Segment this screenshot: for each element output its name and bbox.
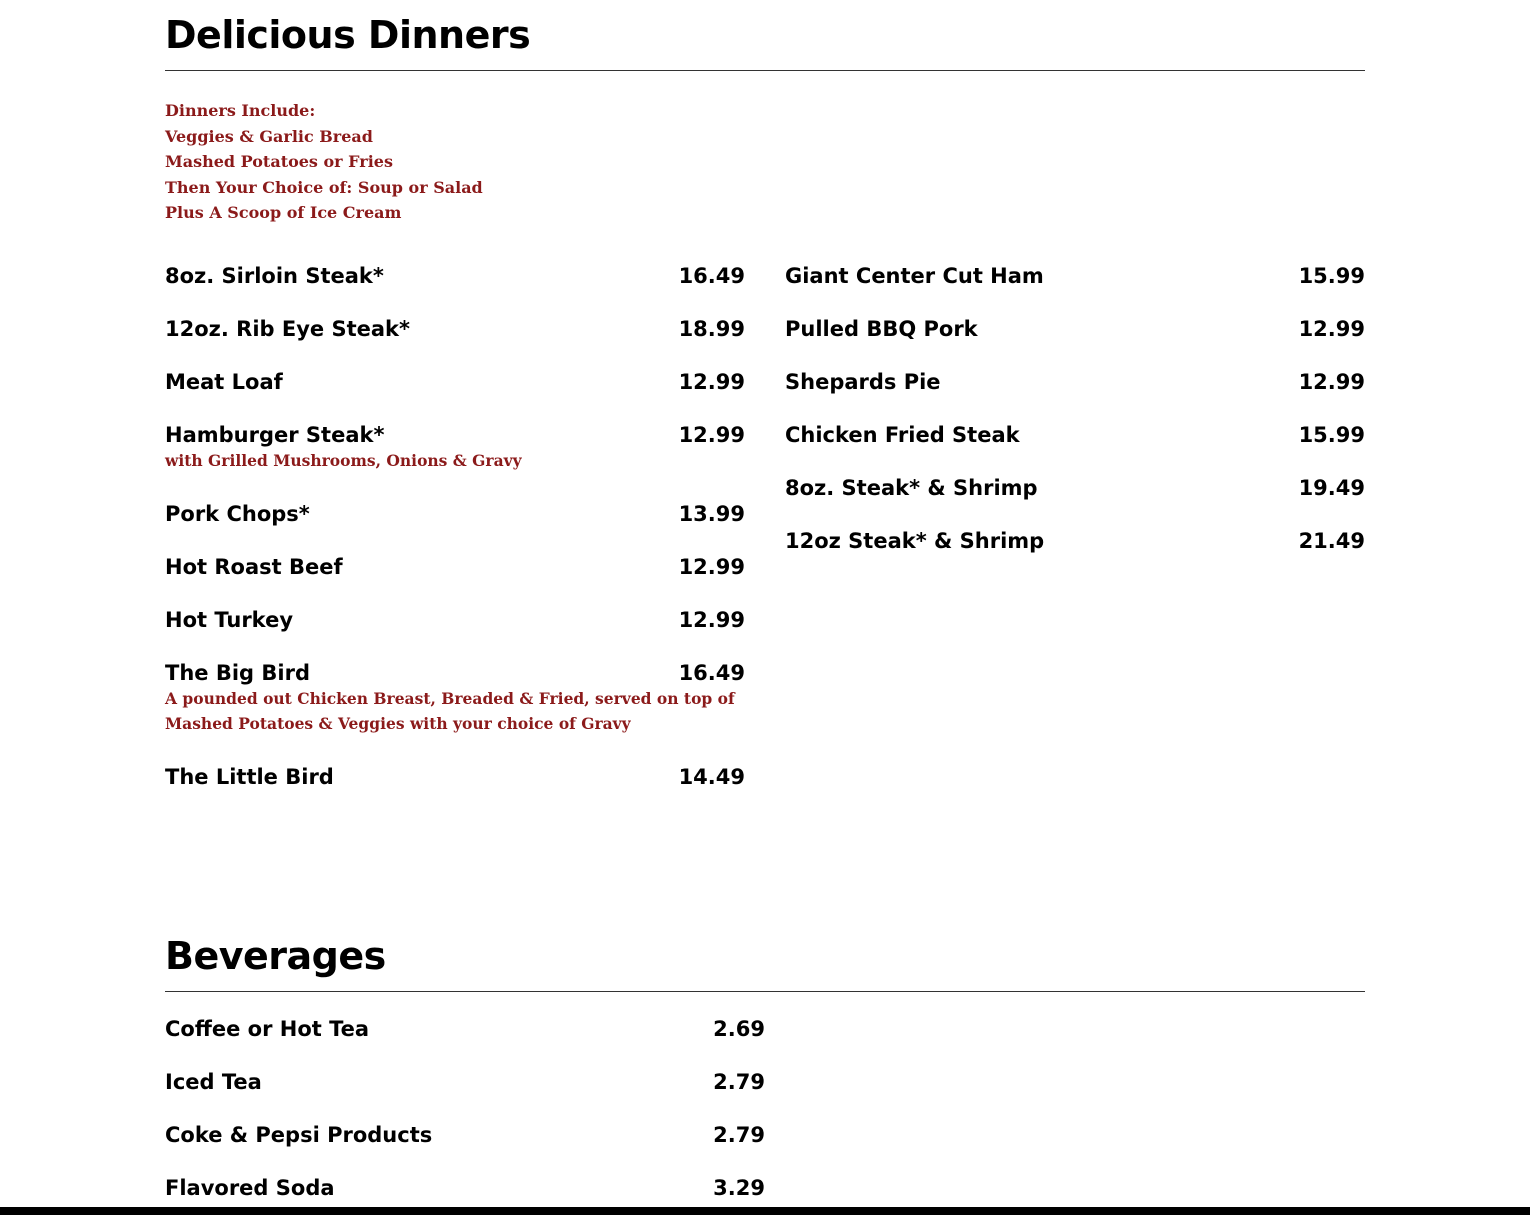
item-name: 8oz. Steak* & Shrimp: [785, 476, 1038, 500]
item-description: Mashed Potatoes & Veggies with your choice of Gravy: [165, 714, 631, 733]
beverages-title: Beverages: [165, 934, 386, 978]
includes-line: Plus A Scoop of Ice Cream: [165, 203, 402, 223]
item-name: Pulled BBQ Pork: [785, 317, 978, 341]
menu-item: [165, 1067, 765, 1097]
item-name: The Big Bird: [165, 661, 310, 685]
menu-item: [165, 1014, 765, 1044]
item-price: 16.49: [678, 661, 745, 685]
menu-item: [165, 499, 745, 529]
menu-item: [165, 314, 745, 344]
item-price: 21.49: [1298, 529, 1365, 553]
menu-item: [785, 420, 1365, 450]
item-name: The Little Bird: [165, 765, 334, 789]
item-price: 14.49: [678, 765, 745, 789]
item-price: 12.99: [678, 423, 745, 447]
item-price: 18.99: [678, 317, 745, 341]
item-price: 3.29: [713, 1176, 765, 1200]
beverages-divider: [165, 991, 1365, 992]
includes-line: Mashed Potatoes or Fries: [165, 152, 393, 172]
item-name: Pork Chops*: [165, 502, 310, 526]
menu-item: [785, 473, 1365, 503]
item-price: 12.99: [1298, 317, 1365, 341]
item-name: Giant Center Cut Ham: [785, 264, 1044, 288]
includes-line: Veggies & Garlic Bread: [165, 126, 373, 146]
item-price: 19.49: [1298, 476, 1365, 500]
item-name: Hamburger Steak*: [165, 423, 385, 447]
menu-item: [785, 314, 1365, 344]
menu-item: [165, 605, 745, 635]
item-price: 16.49: [678, 264, 745, 288]
item-name: Meat Loaf: [165, 370, 283, 394]
item-price: 12.99: [678, 370, 745, 394]
menu-item: [165, 367, 745, 397]
item-price: 15.99: [1298, 264, 1365, 288]
item-price: 15.99: [1298, 423, 1365, 447]
item-price: 12.99: [1298, 370, 1365, 394]
menu-item: [785, 261, 1365, 291]
menu-item: [165, 762, 745, 792]
item-description: with Grilled Mushrooms, Onions & Gravy: [165, 451, 522, 470]
item-name: Chicken Fried Steak: [785, 423, 1020, 447]
item-name: Flavored Soda: [165, 1176, 335, 1200]
item-name: Iced Tea: [165, 1070, 262, 1094]
bottom-border: [0, 1207, 1530, 1215]
includes-line: Dinners Include:: [165, 101, 316, 120]
item-name: 8oz. Sirloin Steak*: [165, 264, 384, 288]
item-price: 2.69: [713, 1017, 765, 1041]
dinners-title: Delicious Dinners: [165, 13, 531, 57]
item-name: Coke & Pepsi Products: [165, 1123, 433, 1147]
item-name: Shepards Pie: [785, 370, 941, 394]
dinners-divider: [165, 70, 1365, 71]
menu-item: [165, 658, 745, 736]
menu-item: [785, 367, 1365, 397]
item-name: 12oz Steak* & Shrimp: [785, 529, 1045, 553]
item-price: 12.99: [678, 555, 745, 579]
item-price: 2.79: [713, 1123, 765, 1147]
menu-item: [165, 1120, 765, 1150]
item-price: 2.79: [713, 1070, 765, 1094]
item-name: 12oz. Rib Eye Steak*: [165, 317, 410, 341]
menu-item: [165, 420, 745, 473]
item-name: Hot Roast Beef: [165, 555, 343, 579]
item-name: Hot Turkey: [165, 608, 294, 632]
item-price: 13.99: [678, 502, 745, 526]
menu-item: [785, 526, 1365, 556]
dinners-includes: [165, 98, 483, 226]
item-price: 12.99: [678, 608, 745, 632]
item-name: Coffee or Hot Tea: [165, 1017, 370, 1041]
menu-item: [165, 552, 745, 582]
item-description: A pounded out Chicken Breast, Breaded & Fried, served on top of: [165, 689, 735, 708]
menu-item: [165, 1173, 765, 1203]
includes-line: Then Your Choice of: Soup or Salad: [165, 177, 483, 197]
menu-item: [165, 261, 745, 291]
